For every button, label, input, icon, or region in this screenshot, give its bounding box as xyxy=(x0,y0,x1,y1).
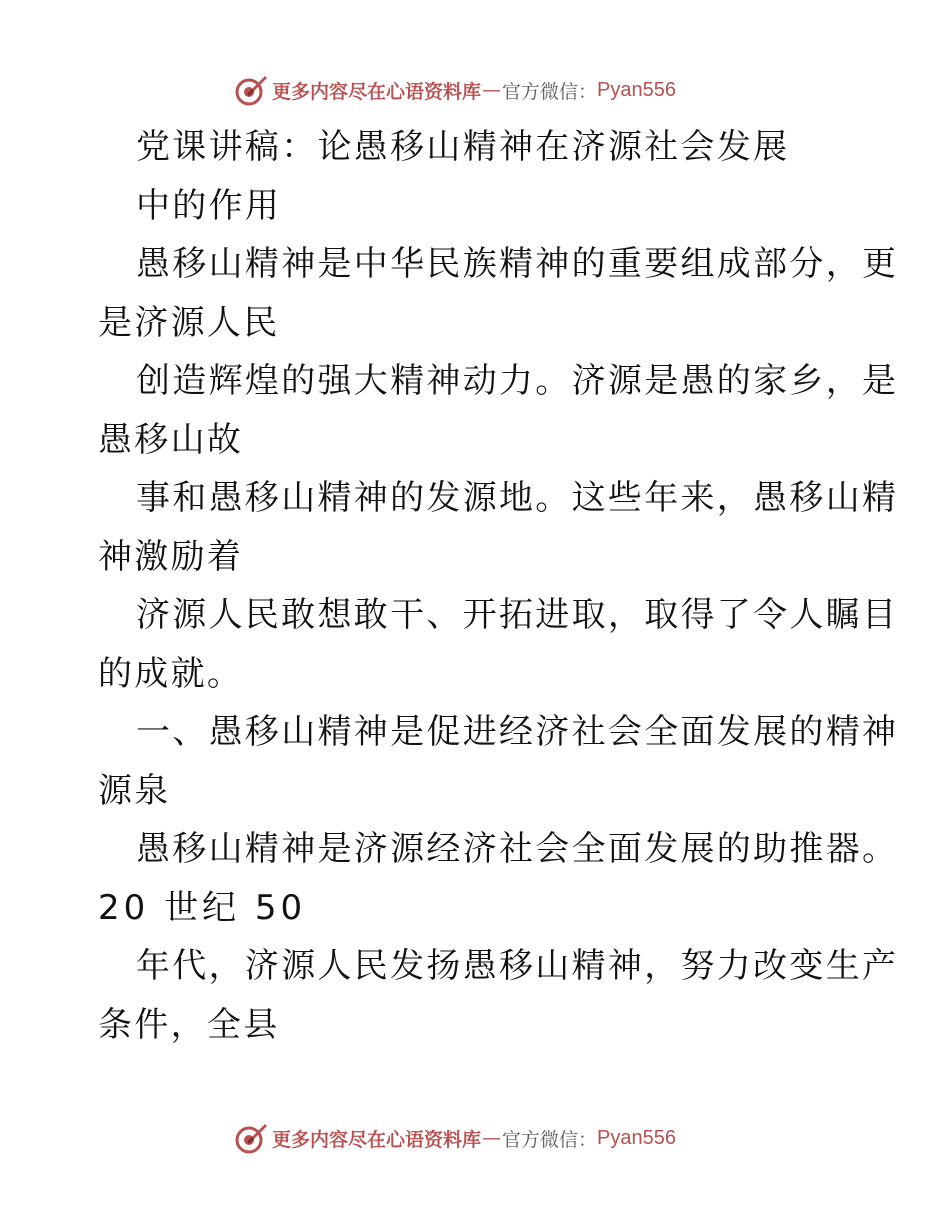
watermark-dash: — xyxy=(482,1127,502,1149)
watermark-site-text: 更多内容尽在心语资料库 xyxy=(272,1128,482,1151)
watermark-site-text: 更多内容尽在心语资料库 xyxy=(272,80,482,103)
text-line: 愚移山精神是济源经济社会全面发展的助推器。 xyxy=(136,829,899,869)
text-line: 20 世纪 50 xyxy=(98,887,307,928)
watermark-official-label: 官方微信： xyxy=(502,1128,598,1151)
text-line: 愚移山精神是中华民族精神的重要组成部分，更 xyxy=(136,244,899,284)
text-line: 事和愚移山精神的发源地。这些年来，愚移山精 xyxy=(136,478,899,518)
text-line: 是济源人民 xyxy=(98,302,280,343)
footer-watermark xyxy=(234,1120,754,1156)
text-line: 中的作用 xyxy=(136,185,282,226)
watermark-dash: — xyxy=(482,79,502,101)
text-line: 创造辉煌的强大精神动力。济源是愚的家乡，是 xyxy=(136,361,899,401)
text-line: 济源人民敢想敢干、开拓进取，取得了令人瞩目 xyxy=(136,595,899,635)
watermark-wechat-id: Pyan556 xyxy=(597,1126,676,1149)
section-heading-continued: 源泉 xyxy=(98,770,171,811)
pen-logo-icon xyxy=(234,73,268,107)
header-watermark xyxy=(234,72,754,108)
text-line: 的成就。 xyxy=(98,653,244,694)
document-body xyxy=(98,118,899,1054)
watermark-wechat-id: Pyan556 xyxy=(597,78,676,101)
pen-logo-icon xyxy=(234,1121,268,1155)
watermark-official-label: 官方微信： xyxy=(502,80,598,103)
text-line: 愚移山故 xyxy=(98,419,244,460)
text-line: 党课讲稿：论愚移山精神在济源社会发展 xyxy=(136,127,790,167)
text-line: 年代，济源人民发扬愚移山精神，努力改变生产 xyxy=(136,946,899,986)
text-line: 神激励着 xyxy=(98,536,244,577)
text-line: 条件，全县 xyxy=(98,1004,280,1045)
section-heading: 一、愚移山精神是促进经济社会全面发展的精神 xyxy=(136,712,899,752)
